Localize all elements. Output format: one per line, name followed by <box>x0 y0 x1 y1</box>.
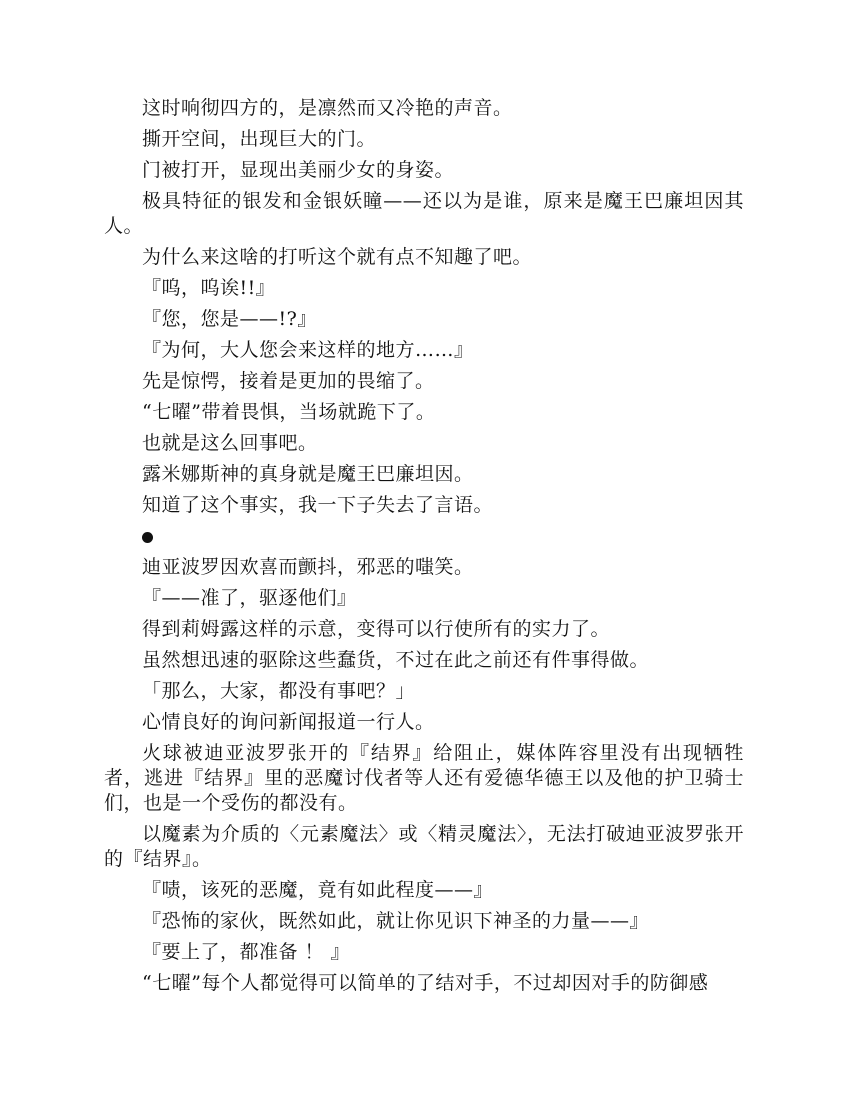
paragraph: 也就是这么回事吧。 <box>142 432 318 454</box>
paragraph: “七曜”带着畏惧，当场就跪下了。 <box>142 401 436 423</box>
paragraph: 『为何，大人您会来这样的地方……』 <box>142 339 474 361</box>
paragraph: 『您，您是——!?』 <box>142 308 317 330</box>
section-break <box>104 524 744 549</box>
paragraph: 迪亚波罗因欢喜而颤抖，邪恶的嗤笑。 <box>142 556 474 578</box>
paragraph: 先是惊愕，接着是更加的畏缩了。 <box>142 370 435 392</box>
paragraph: 虽然想迅速的驱除这些蠢货，不过在此之前还有件事得做。 <box>142 649 650 671</box>
paragraph: 心情良好的询问新闻报道一行人。 <box>142 711 435 733</box>
paragraph: 『要上了，都准备 ！ 』 <box>142 941 351 963</box>
paragraph: 『恐怖的家伙，既然如此，就让你见识下神圣的力量——』 <box>142 910 650 932</box>
paragraph: 为什么来这啥的打听这个就有点不知趣了吧。 <box>142 246 533 268</box>
paragraph: 『呜，呜诶!!』 <box>142 277 276 299</box>
paragraph: “七曜”每个人都觉得可以简单的了结对手，不过却因对手的防御感 <box>142 972 709 994</box>
paragraph: 得到莉姆露这样的示意，变得可以行使所有的实力了。 <box>142 618 611 640</box>
paragraph: 露米娜斯神的真身就是魔王巴廉坦因。 <box>142 463 474 485</box>
paragraph: 门被打开，显现出美丽少女的身姿。 <box>142 159 455 181</box>
paragraph: 火球被迪亚波罗张开的『结界』给阻止，媒体阵容里没有出现牺牲者，逃进『结界』里的恶魔讨伐者等人还有爱德华德王以及他的护卫骑士们，也是一个受伤的都没有。 <box>104 742 744 814</box>
paragraph: 『啧，该死的恶魔，竟有如此程度——』 <box>142 879 494 901</box>
paragraph: 知道了这个事实，我一下子失去了言语。 <box>142 494 494 516</box>
paragraph: 「那么，大家，都没有事吧？」 <box>142 680 416 702</box>
paragraph: 『——准了，驱逐他们』 <box>142 587 357 609</box>
paragraph: 撕开空间，出现巨大的门。 <box>142 128 377 150</box>
paragraph: 极具特征的银发和金银妖瞳——还以为是谁，原来是魔王巴廉坦因其人。 <box>104 190 744 237</box>
body-text <box>104 96 744 1002</box>
paragraph: 这时响彻四方的，是凛然而又冷艳的声音。 <box>142 97 513 119</box>
bullet-icon <box>142 532 153 543</box>
paragraph: 以魔素为介质的〈元素魔法〉或〈精灵魔法〉，无法打破迪亚波罗张开的『结界』。 <box>104 823 744 870</box>
